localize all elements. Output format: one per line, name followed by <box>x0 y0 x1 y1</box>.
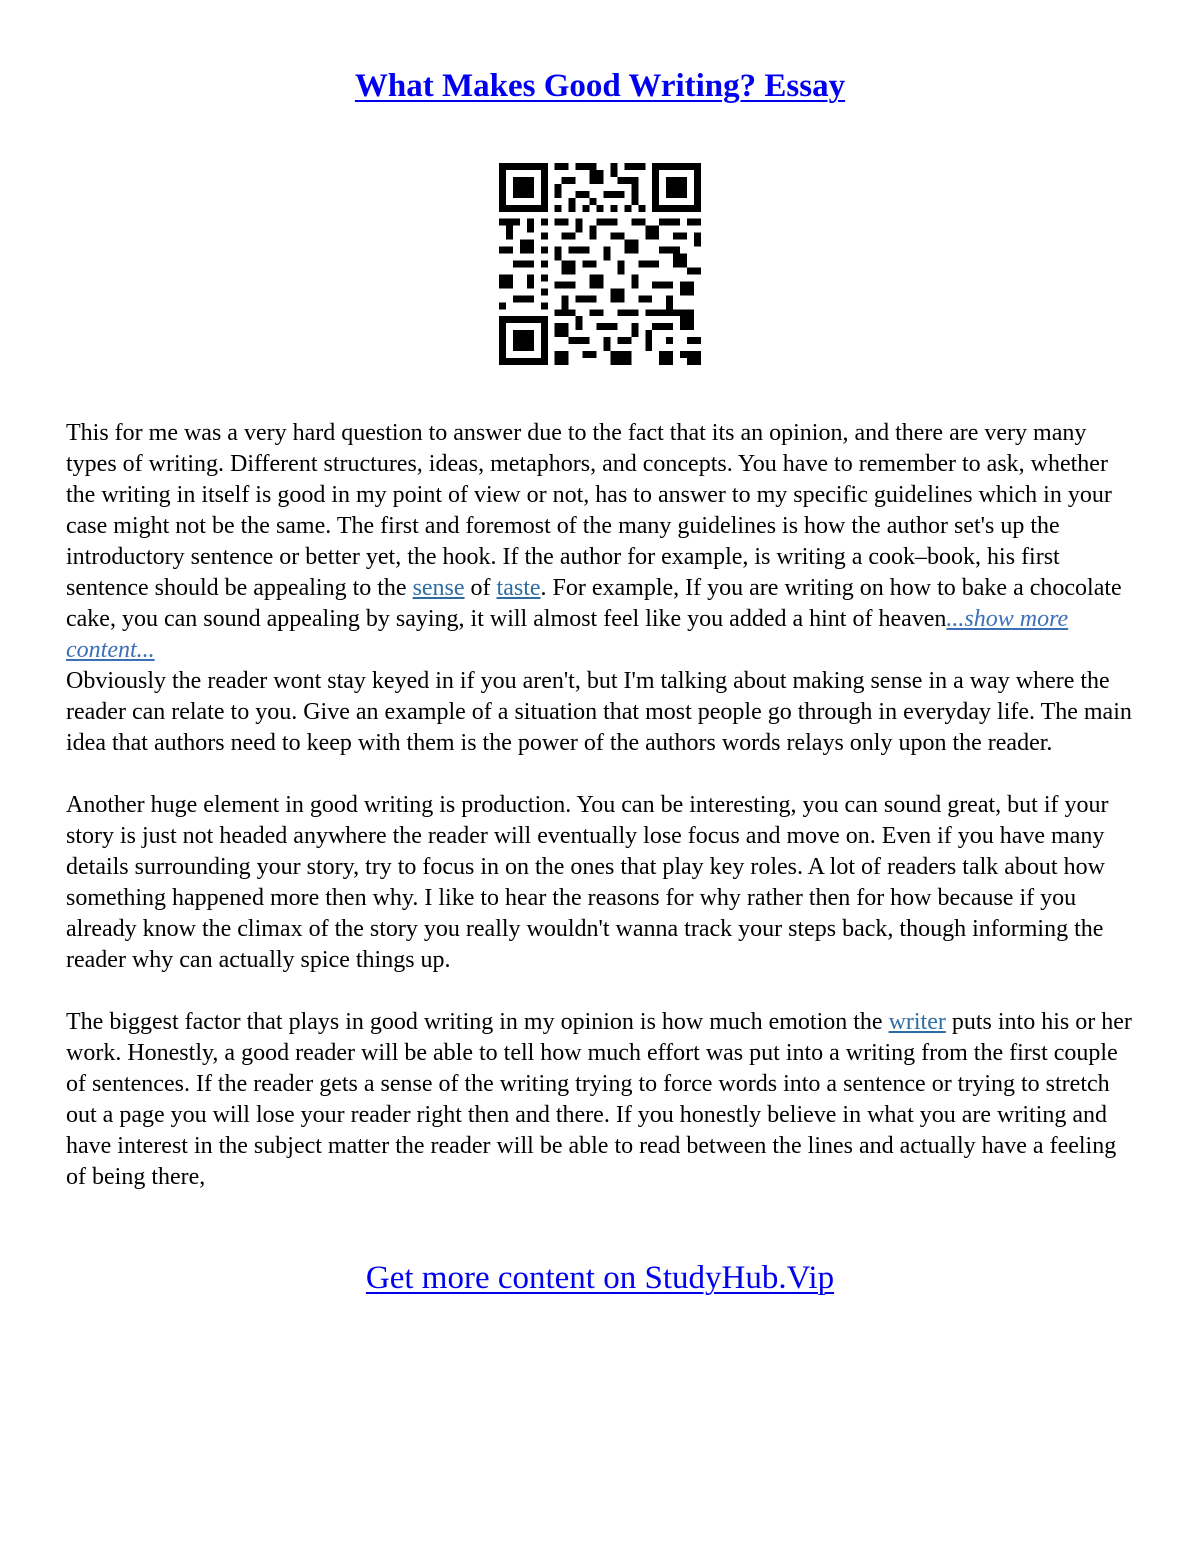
essay-paragraph-2: Obviously the reader wont stay keyed in if you aren't, but I'm talking about making sense in a way where the reader can relate to you. Give an example of a situation that most people go through in everyday life. The main idea that authors need to keep with them is the power of the authors words relays only upon the reader. <box>66 668 1132 756</box>
paragraph-text: . For example, If you are writing on how to bake a chocolate cake, you can sound appealing by saying, it will almost feel like you added a hint of heaven <box>66 575 1122 632</box>
sense-link[interactable]: sense <box>412 575 465 601</box>
cta-container <box>0 1256 1200 1300</box>
paragraph-text: puts into his or her work. Honestly, a good reader will be able to tell how much effort was put into a writing from the first couple of sentences. If the reader gets a sense of the writing trying to force words into a sentence or trying to stretch out a page you will lose your reader right then and there. If you honestly believe in what you are writing and have interest in the subject matter the reader will be able to read between the lines and actually have a feeling of being there, <box>66 1009 1132 1190</box>
taste-link[interactable]: taste <box>496 575 541 601</box>
paragraph-text: This for me was a very hard question to answer due to the fact that its an opinion, and there are very many types of writing. Different structures, ideas, metaphors, and concepts. You have to remember to ask, whether the writing in itself is good in my point of view or not, has to answer to my specific guidelines which in your case might not be the same. The first and foremost of the many guidelines is how the author set's up the introductory sentence or better yet, the hook. If the author for example, is writing a cook–book, his first sentence should be appealing to the <box>66 420 1112 601</box>
essay-paragraph-3: Another huge element in good writing is production. You can be interesting, you can sound great, but if your story is just not headed anywhere the reader will eventually lose focus and move on. Even if you have many details surrounding your story, try to focus in on the ones that play key roles. A lot of readers talk about how something happened more then why. I like to hear the reasons for why rather then for how because if you already know the climax of the story you really wouldn't wanna track your steps back, though informing the reader why can actually spice things up. <box>66 792 1109 973</box>
essay-paragraph-1 <box>66 418 1138 666</box>
essay-body <box>66 418 1138 1193</box>
writer-link[interactable]: writer <box>888 1009 946 1035</box>
paragraph-text: of <box>464 575 497 601</box>
essay-paragraph-4 <box>66 1007 1138 1193</box>
qr-code-icon <box>499 163 701 365</box>
get-more-content-link[interactable]: Get more content on StudyHub.Vip <box>365 1260 835 1296</box>
title-link[interactable]: What Makes Good Writing? Essay <box>354 68 846 104</box>
show-more-link[interactable]: ...show more content... <box>66 606 1069 663</box>
paragraph-text: The biggest factor that plays in good writing in my opinion is how much emotion the <box>66 1009 889 1035</box>
page-title <box>0 64 1200 108</box>
